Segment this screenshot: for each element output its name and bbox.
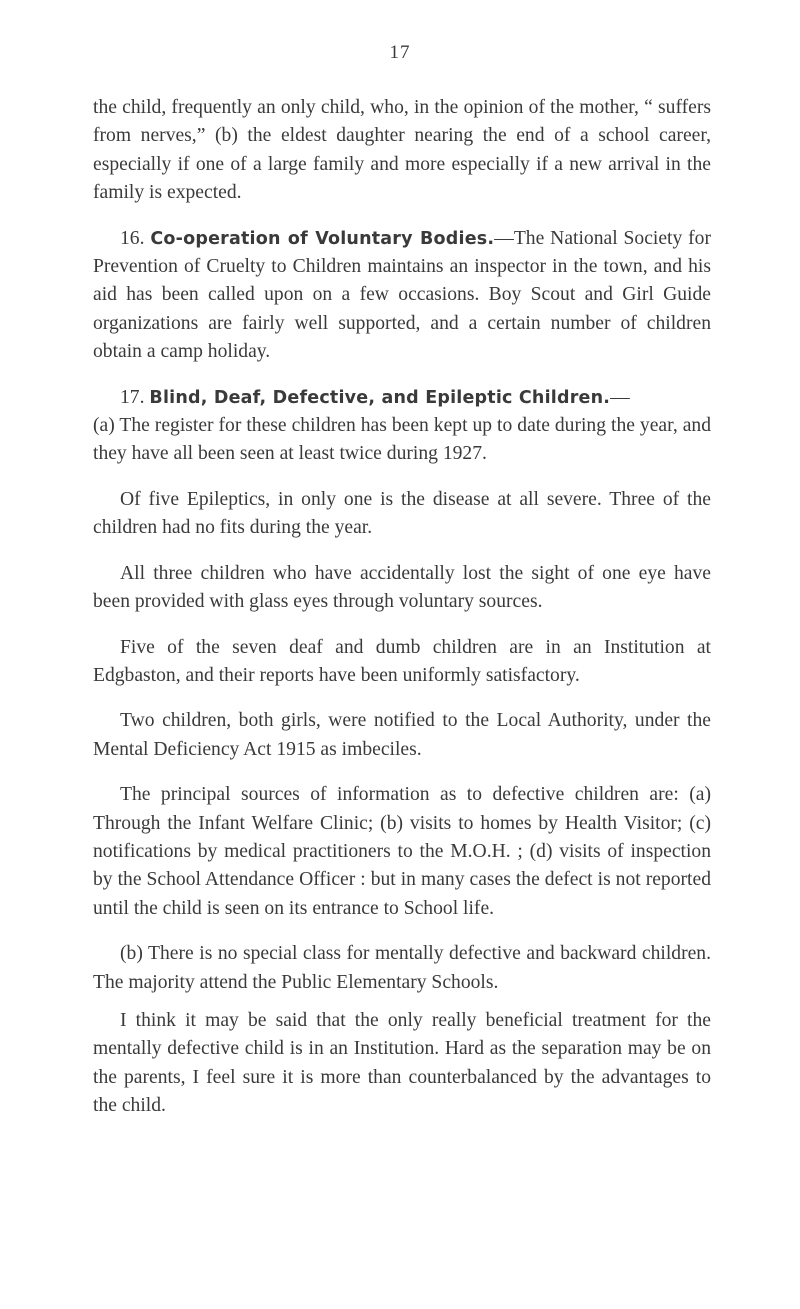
- section-16-number: 16.: [120, 227, 145, 249]
- information-sources-paragraph: The principal sources of information as to defective children are: (a) Through the Infant Welfare Clinic; (b) visits to homes by Health Visitor; (c) notifications by medical practitioners to the M.O.H. ; (d) visits of inspection by the School Attendance Officer : but in many cases the defect is not reported until the child is seen on its entrance to School life.: [93, 784, 711, 919]
- section-16-text: —The National Society for Prevention of Cruelty to Children maintains an inspector in the town, and his aid has been called upon on a few occasions. Boy Scout and Girl Guide organizations are fairly well supported, and a certain number of children obtain a camp holiday.: [93, 227, 712, 363]
- section-17-number: 17.: [120, 386, 145, 408]
- section-16-heading: Co-operation of Voluntary Bodies.: [150, 228, 495, 249]
- section-16: [93, 225, 711, 367]
- sight-paragraph: All three children who have accidentally lost the sight of one eye have been provided with glass eyes through voluntary sources.: [93, 562, 711, 613]
- mental-deficiency-paragraph: Two children, both girls, were notified to the Local Authority, under the Mental Deficiency Act 1915 as imbeciles.: [93, 710, 711, 760]
- section-17-heading-line: [93, 384, 711, 412]
- epileptics-paragraph: Of five Epileptics, in only one is the disease at all severe. Three of the children had no fits during the year.: [93, 488, 711, 539]
- body-text: [93, 94, 711, 1138]
- section-17-register-paragraph: (a) The register for these children has been kept up to date during the year, and they have all been seen at least twice during 1927.: [93, 415, 711, 465]
- section-17-heading: Blind, Deaf, Defective, and Epileptic Children.: [149, 387, 611, 408]
- page-number: 17: [389, 42, 411, 63]
- institution-paragraph: I think it may be said that the only really beneficial treatment for the mentally defective child is in an Institution. Hard as the separation may be on the parents, I feel sure it is more than counterbalanced by the advantages to the child.: [93, 1009, 711, 1117]
- special-class-paragraph: (b) There is no special class for mentally defective and backward children. The majority attend the Public Elementary Schools.: [93, 943, 711, 993]
- section-17-dash: —: [610, 386, 630, 408]
- paragraph-continuation: the child, frequently an only child, who, in the opinion of the mother, “ suffers from nerves,” (b) the eldest daughter nearing the end of a school career, especially if one of a large family and more especially if a new arrival in the family is expected.: [93, 97, 711, 204]
- deaf-dumb-paragraph: Five of the seven deaf and dumb children are in an Institution at Edgbaston, and their reports have been uniformly satisfactory.: [93, 636, 711, 686]
